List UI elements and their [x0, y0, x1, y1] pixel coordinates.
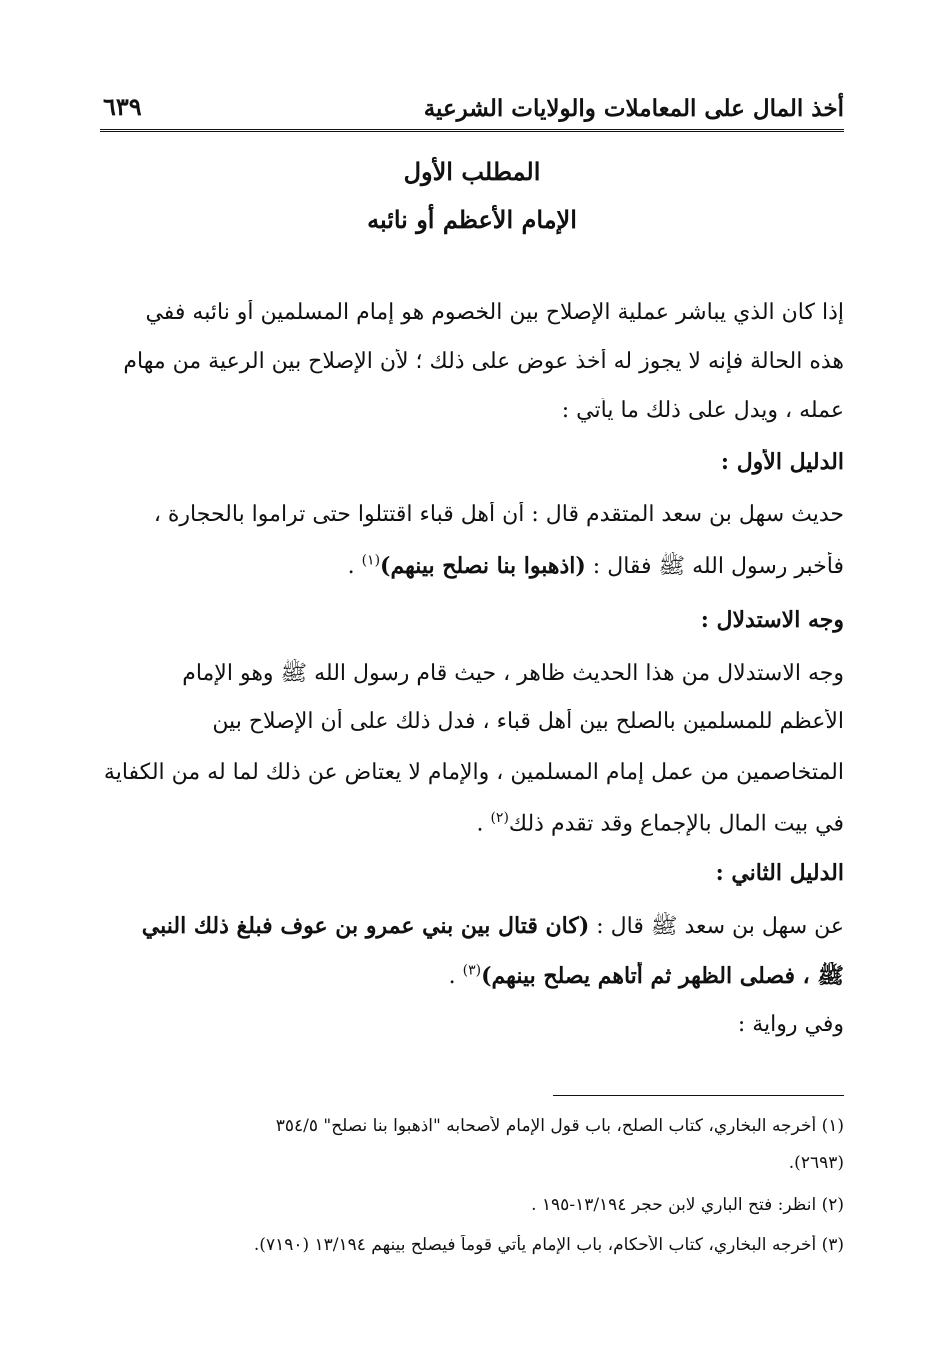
narration-line: وفي رواية : — [737, 1012, 844, 1037]
reasoning-line-1: وجه الاستدلال من هذا الحديث ظاهر ، حيث قام رسول الله ﷺ وهو الإمام — [182, 661, 844, 686]
evidence2-label: الدليل الثاني : — [715, 860, 844, 886]
footnote-ref-3: (٣) — [462, 962, 482, 979]
footnote-1: (١) أخرجه البخاري، كتاب الصلح، باب قول الإمام لأصحابه "اذهبوا بنا نصلح" ٣٥٤/٥ — [275, 1116, 844, 1136]
reasoning-last-text: في بيت المال بالإجماع وقد تقدم ذلك — [508, 811, 844, 837]
reasoning-label: وجه الاستدلال : — [700, 607, 844, 633]
footnote-1-continued: (٢٦٩٣). — [788, 1153, 844, 1173]
evidence2-period: . — [448, 964, 463, 989]
running-title: أخذ المال على المعاملات والولايات الشرعية — [423, 95, 844, 122]
footnote-3: (٣) أخرجه البخاري، كتاب الأحكام، باب الإمام يأتي قوماً فيصلح بينهم ١٣/١٩٤ (٧١٩٠). — [253, 1235, 844, 1255]
evidence1-label: الدليل الأول : — [720, 449, 844, 475]
evidence1-intro-text: فأخبر رسول الله ﷺ فقال : — [585, 554, 844, 579]
footnote-ref-2: (٢) — [490, 810, 509, 826]
reasoning-line-3: المتخاصمين من عمل إمام المسلمين ، والإمام لا يعتاض عن ذلك لما له من الكفاية — [103, 760, 844, 785]
evidence1-hadith-quote: (اذهبوا بنا نصلح بينهم) — [380, 553, 586, 579]
intro-line-2: هذه الحالة فإنه لا يجوز له أخذ عوض على ذلك ؛ لأن الإصلاح بين الرعية من مهام — [123, 349, 844, 374]
page-number: ٦٣٩ — [103, 92, 142, 121]
reasoning-line-2: الأعظم للمسلمين بالصلح بين أهل قباء ، فدل ذلك على أن الإصلاح بين — [212, 709, 844, 734]
intro-line-3: عمله ، ويدل على ذلك ما يأتي : — [561, 398, 844, 423]
footnote-separator — [553, 1095, 844, 1096]
evidence1-period: . — [347, 554, 362, 579]
evidence2-hadith-quote-1: (كان قتال بين بني عمرو بن عوف فبلغ ذلك النبي — [141, 913, 590, 939]
evidence2-line-1 — [100, 912, 844, 944]
intro-line-1: إذا كان الذي يباشر عملية الإصلاح بين الخصوم هو إمام المسلمين أو نائبه ففي — [145, 300, 844, 325]
section-heading: المطلب الأول — [403, 157, 541, 186]
header-rule — [100, 129, 844, 135]
footnote-ref-1: (١) — [361, 552, 381, 569]
evidence2-intro-text: عن سهل بن سعد ﷺ قال : — [589, 914, 844, 939]
reasoning-period: . — [476, 811, 491, 837]
evidence1-line-2 — [100, 552, 844, 584]
evidence1-line-1: حديث سهل بن سعد المتقدم قال : أن أهل قباء اقتتلوا حتى تراموا بالحجارة ، — [153, 502, 844, 527]
footnote-2: (٢) انظر: فتح الباري لابن حجر ١٣/١٩٤-١٩٥ . — [531, 1195, 844, 1215]
evidence2-hadith-quote-2: ﷺ ، فصلى الظهر ثم أتاهم يصلح بينهم) — [481, 963, 844, 989]
evidence2-line-2 — [100, 962, 844, 994]
section-subtitle: الإمام الأعظم أو نائبه — [367, 205, 577, 234]
reasoning-line-4 — [100, 810, 844, 836]
